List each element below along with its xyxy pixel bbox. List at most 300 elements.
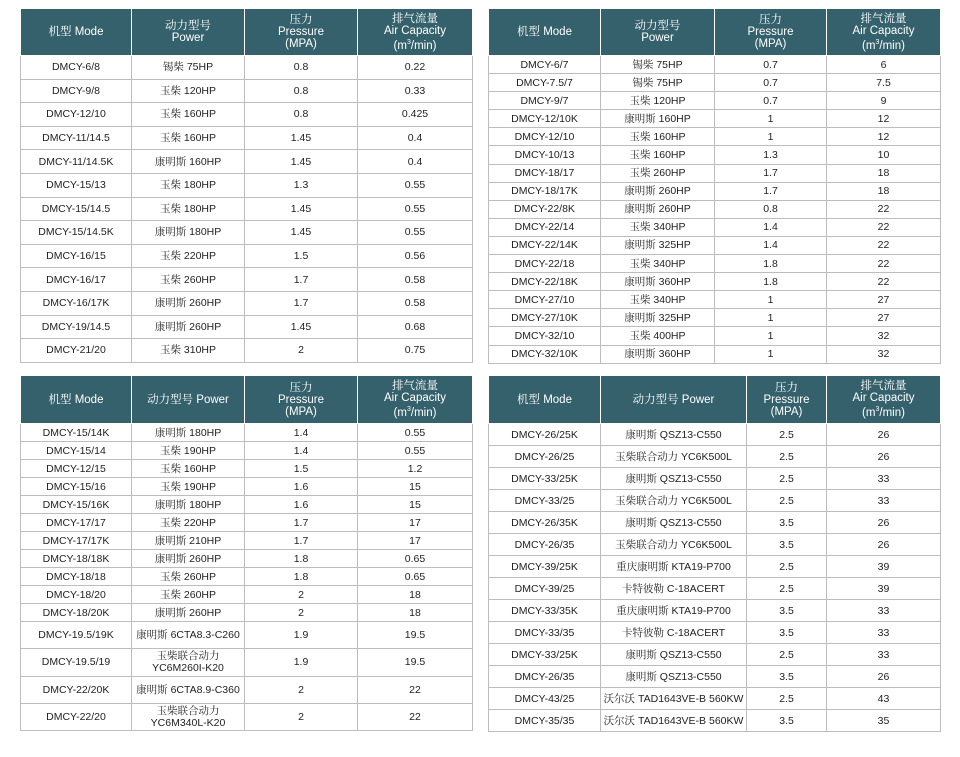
- cell-power: 康明斯 160HP: [601, 110, 715, 128]
- cell-model: DMCY-26/25: [489, 446, 601, 468]
- cell-pressure: 2.5: [747, 644, 827, 666]
- cell-model: DMCY-33/35K: [489, 600, 601, 622]
- cell-power: 玉柴联合动力 YC6K500L: [601, 490, 747, 512]
- cell-power: 玉柴 260HP: [601, 164, 715, 182]
- cell-pressure: 1: [715, 309, 827, 327]
- cell-pressure: 1.4: [715, 218, 827, 236]
- table-row: [489, 128, 941, 146]
- cell-model: DMCY-9/7: [489, 92, 601, 110]
- cell-model: DMCY-22/18K: [489, 273, 601, 291]
- cell-capacity: 0.425: [358, 103, 473, 127]
- cell-pressure: 3.5: [747, 710, 827, 732]
- cell-pressure: 1.7: [715, 164, 827, 182]
- cell-power: 康明斯 QSZ13-C550: [601, 644, 747, 666]
- cell-model: DMCY-16/15: [21, 244, 132, 268]
- table-row: [489, 446, 941, 468]
- cell-pressure: 0.8: [245, 79, 358, 103]
- cell-pressure: 1.45: [245, 126, 358, 150]
- cell-model: DMCY-18/17: [489, 164, 601, 182]
- table-row: [489, 146, 941, 164]
- cell-model: DMCY-26/25K: [489, 424, 601, 446]
- cell-capacity: 22: [827, 200, 941, 218]
- cell-capacity: 18: [827, 164, 941, 182]
- cell-pressure: 1.9: [245, 649, 358, 677]
- cell-power: 玉柴 160HP: [132, 103, 245, 127]
- cell-model: DMCY-10/13: [489, 146, 601, 164]
- cell-pressure: 2.5: [747, 688, 827, 710]
- cell-model: DMCY-17/17K: [21, 532, 132, 550]
- cell-power: 玉柴 260HP: [132, 586, 245, 604]
- cell-power: 康明斯 180HP: [132, 221, 245, 245]
- table-row: [21, 703, 473, 731]
- cell-power: 玉柴 220HP: [132, 244, 245, 268]
- table-row: [21, 586, 473, 604]
- cell-pressure: 3.5: [747, 534, 827, 556]
- table-row: [489, 512, 941, 534]
- cell-power: 康明斯 QSZ13-C550: [601, 468, 747, 490]
- cell-capacity: 0.65: [358, 550, 473, 568]
- cell-model: DMCY-15/13: [21, 173, 132, 197]
- cell-capacity: 0.55: [358, 424, 473, 442]
- cell-power: 玉柴 120HP: [601, 92, 715, 110]
- table-row: [489, 424, 941, 446]
- cell-power: 康明斯 6CTA8.3-C260: [132, 622, 245, 649]
- cell-power: 玉柴 340HP: [601, 218, 715, 236]
- cell-capacity: 39: [827, 578, 941, 600]
- cell-pressure: 1: [715, 291, 827, 309]
- cell-power: 玉柴 160HP: [601, 146, 715, 164]
- cell-model: DMCY-15/16: [21, 478, 132, 496]
- cell-capacity: 33: [827, 468, 941, 490]
- cell-model: DMCY-18/20: [21, 586, 132, 604]
- table-row: [21, 150, 473, 174]
- spec-table-1: [20, 8, 473, 363]
- table-row: [489, 74, 941, 92]
- cell-power: 卡特彼勒 C-18ACERT: [601, 622, 747, 644]
- cell-model: DMCY-21/20: [21, 339, 132, 363]
- cell-pressure: 1.7: [715, 182, 827, 200]
- cell-power: 玉柴 180HP: [132, 197, 245, 221]
- cell-model: DMCY-12/10: [489, 128, 601, 146]
- cell-power: 玉柴 190HP: [132, 478, 245, 496]
- cell-power: 玉柴联合动力 YC6M260I-K20: [132, 649, 245, 677]
- cell-model: DMCY-12/10K: [489, 110, 601, 128]
- cell-power: 康明斯 260HP: [132, 315, 245, 339]
- cell-power: 康明斯 260HP: [132, 604, 245, 622]
- cell-model: DMCY-32/10: [489, 327, 601, 345]
- table-row: [489, 468, 941, 490]
- cell-pressure: 2: [245, 703, 358, 731]
- table-row: [489, 327, 941, 345]
- cell-power: 玉柴 190HP: [132, 442, 245, 460]
- cell-capacity: 7.5: [827, 74, 941, 92]
- cell-capacity: 0.4: [358, 126, 473, 150]
- header-capacity: 排气流量 Air Capacity $(m^3/\min)$: [827, 376, 941, 424]
- cell-power: 康明斯 325HP: [601, 236, 715, 254]
- cell-power: 康明斯 360HP: [601, 273, 715, 291]
- header-pressure: 压力 Pressure (MPA): [747, 376, 827, 424]
- cell-pressure: 2.5: [747, 424, 827, 446]
- cell-power: 重庆康明斯 KTA19-P700: [601, 600, 747, 622]
- cell-pressure: 1.9: [245, 622, 358, 649]
- table-row: [21, 221, 473, 245]
- cell-capacity: 15: [358, 478, 473, 496]
- cell-model: DMCY-19.5/19: [21, 649, 132, 677]
- cell-capacity: 22: [827, 218, 941, 236]
- cell-model: DMCY-18/18K: [21, 550, 132, 568]
- cell-power: 锡柴 75HP: [601, 56, 715, 74]
- cell-power: 康明斯 QSZ13-C550: [601, 512, 747, 534]
- cell-power: 玉柴 400HP: [601, 327, 715, 345]
- table-row: [21, 622, 473, 649]
- cell-model: DMCY-17/17: [21, 514, 132, 532]
- cell-model: DMCY-15/14.5: [21, 197, 132, 221]
- table-row: [21, 532, 473, 550]
- cell-power: 玉柴 160HP: [132, 460, 245, 478]
- cell-capacity: 15: [358, 496, 473, 514]
- cell-model: DMCY-26/35K: [489, 512, 601, 534]
- cell-model: DMCY-6/7: [489, 56, 601, 74]
- table-row: [489, 200, 941, 218]
- cell-model: DMCY-19/14.5: [21, 315, 132, 339]
- header-capacity: 排气流量 Air Capacity $(m^3/\min)$: [827, 9, 941, 56]
- cell-capacity: 26: [827, 534, 941, 556]
- cell-model: DMCY-43/25: [489, 688, 601, 710]
- cell-power: 沃尔沃 TAD1643VE-B 560KW: [601, 688, 747, 710]
- cell-model: DMCY-39/25: [489, 578, 601, 600]
- cell-capacity: 33: [827, 600, 941, 622]
- header-power: 动力型号 Power: [601, 9, 715, 56]
- cell-pressure: 1.8: [715, 273, 827, 291]
- cell-pressure: 1.45: [245, 221, 358, 245]
- cell-model: DMCY-12/15: [21, 460, 132, 478]
- table-body: [21, 424, 473, 731]
- table-row: [21, 604, 473, 622]
- cell-capacity: 0.22: [358, 56, 473, 80]
- cell-capacity: 0.4: [358, 150, 473, 174]
- cell-pressure: 1.7: [245, 532, 358, 550]
- table-row: [21, 197, 473, 221]
- cell-capacity: 33: [827, 644, 941, 666]
- header-capacity: 排气流量 Air Capacity $(m^3/\min)$: [358, 9, 473, 56]
- cell-power: 玉柴 160HP: [601, 128, 715, 146]
- cell-model: DMCY-35/35: [489, 710, 601, 732]
- table-row: [21, 244, 473, 268]
- table-row: [21, 103, 473, 127]
- cell-model: DMCY-22/20: [21, 703, 132, 731]
- table-body: [21, 56, 473, 363]
- header-capacity: 排气流量 Air Capacity $(m^3/\min)$: [358, 376, 473, 424]
- cell-power: 玉柴 220HP: [132, 514, 245, 532]
- table-row: [21, 173, 473, 197]
- cell-power: 重庆康明斯 KTA19-P700: [601, 556, 747, 578]
- cell-model: DMCY-18/20K: [21, 604, 132, 622]
- spec-table-2: [488, 8, 941, 364]
- cell-pressure: 1: [715, 345, 827, 363]
- cell-capacity: 10: [827, 146, 941, 164]
- cell-pressure: 1.45: [245, 197, 358, 221]
- cell-model: DMCY-15/14K: [21, 424, 132, 442]
- cell-model: DMCY-6/8: [21, 56, 132, 80]
- cell-power: 玉柴联合动力 YC6M340L-K20: [132, 703, 245, 731]
- cell-model: DMCY-9/8: [21, 79, 132, 103]
- cell-capacity: 22: [358, 676, 473, 703]
- cell-power: 玉柴 340HP: [601, 291, 715, 309]
- cell-model: DMCY-27/10K: [489, 309, 601, 327]
- cell-pressure: 2.5: [747, 468, 827, 490]
- table-row: [489, 688, 941, 710]
- header-model: 机型 Mode: [489, 9, 601, 56]
- table-row: [489, 255, 941, 273]
- table-row: [489, 556, 941, 578]
- header-pressure: 压力 Pressure (MPA): [245, 376, 358, 424]
- cell-model: DMCY-33/25: [489, 490, 601, 512]
- cell-capacity: 17: [358, 514, 473, 532]
- cell-model: DMCY-33/25K: [489, 468, 601, 490]
- table-row: [21, 649, 473, 677]
- cell-power: 康明斯 6CTA8.9-C360: [132, 676, 245, 703]
- cell-capacity: 17: [358, 532, 473, 550]
- cell-power: 康明斯 QSZ13-C550: [601, 424, 747, 446]
- cell-pressure: 1.8: [245, 568, 358, 586]
- cell-power: 锡柴 75HP: [601, 74, 715, 92]
- cell-model: DMCY-26/35: [489, 666, 601, 688]
- header-model: 机型 Mode: [489, 376, 601, 424]
- cell-model: DMCY-33/25K: [489, 644, 601, 666]
- cell-capacity: 1.2: [358, 460, 473, 478]
- table-row: [21, 268, 473, 292]
- cell-pressure: 2: [245, 339, 358, 363]
- table-row: [21, 291, 473, 315]
- cell-power: 玉柴 260HP: [132, 268, 245, 292]
- cell-capacity: 0.75: [358, 339, 473, 363]
- cell-model: DMCY-22/14: [489, 218, 601, 236]
- table-row: [21, 568, 473, 586]
- cell-power: 康明斯 260HP: [132, 291, 245, 315]
- cell-capacity: 18: [358, 604, 473, 622]
- cell-pressure: 1.6: [245, 478, 358, 496]
- cell-capacity: 0.55: [358, 173, 473, 197]
- cell-power: 玉柴联合动力 YC6K500L: [601, 446, 747, 468]
- cell-pressure: 1.8: [245, 550, 358, 568]
- cell-power: 康明斯 360HP: [601, 345, 715, 363]
- table-body: [489, 56, 941, 364]
- cell-capacity: 0.56: [358, 244, 473, 268]
- cell-pressure: 2.5: [747, 556, 827, 578]
- table-row: [21, 514, 473, 532]
- header-model: 机型 Mode: [21, 376, 132, 424]
- cell-model: DMCY-39/25K: [489, 556, 601, 578]
- cell-model: DMCY-19.5/19K: [21, 622, 132, 649]
- cell-capacity: 22: [827, 255, 941, 273]
- cell-power: 卡特彼勒 C-18ACERT: [601, 578, 747, 600]
- header-power: 动力型号 Power: [601, 376, 747, 424]
- cell-pressure: 1: [715, 128, 827, 146]
- cell-pressure: 1.7: [245, 268, 358, 292]
- table-row: [489, 534, 941, 556]
- header-model: 机型 Mode: [21, 9, 132, 56]
- table-row: [489, 92, 941, 110]
- cell-model: DMCY-26/35: [489, 534, 601, 556]
- cell-pressure: 1.3: [245, 173, 358, 197]
- cell-power: 玉柴 160HP: [132, 126, 245, 150]
- spec-table-4: [488, 375, 941, 732]
- cell-capacity: 18: [827, 182, 941, 200]
- cell-capacity: 33: [827, 622, 941, 644]
- cell-power: 康明斯 180HP: [132, 496, 245, 514]
- cell-model: DMCY-16/17: [21, 268, 132, 292]
- table-row: [489, 110, 941, 128]
- cell-pressure: 1.7: [245, 291, 358, 315]
- cell-model: DMCY-18/18: [21, 568, 132, 586]
- cell-capacity: 0.55: [358, 197, 473, 221]
- cell-pressure: 1.6: [245, 496, 358, 514]
- cell-pressure: 0.7: [715, 56, 827, 74]
- spec-table-3: [20, 375, 473, 731]
- cell-pressure: 2: [245, 604, 358, 622]
- cell-capacity: 32: [827, 345, 941, 363]
- table-row: [489, 622, 941, 644]
- cell-capacity: 0.55: [358, 442, 473, 460]
- cell-pressure: 1.8: [715, 255, 827, 273]
- table-row: [21, 79, 473, 103]
- cell-model: DMCY-11/14.5: [21, 126, 132, 150]
- cell-capacity: 26: [827, 424, 941, 446]
- table-body: [489, 424, 941, 732]
- table-row: [489, 710, 941, 732]
- cell-pressure: 2.5: [747, 490, 827, 512]
- cell-capacity: 27: [827, 309, 941, 327]
- cell-pressure: 3.5: [747, 666, 827, 688]
- cell-pressure: 1: [715, 327, 827, 345]
- cell-capacity: 0.58: [358, 291, 473, 315]
- cell-model: DMCY-27/10: [489, 291, 601, 309]
- cell-power: 康明斯 210HP: [132, 532, 245, 550]
- cell-pressure: 1.5: [245, 460, 358, 478]
- cell-power: 玉柴 340HP: [601, 255, 715, 273]
- cell-capacity: 19.5: [358, 649, 473, 677]
- table-row: [21, 315, 473, 339]
- cell-power: 沃尔沃 TAD1643VE-B 560KW: [601, 710, 747, 732]
- table-row: [489, 666, 941, 688]
- cell-pressure: 3.5: [747, 622, 827, 644]
- table-row: [489, 273, 941, 291]
- cell-capacity: 0.65: [358, 568, 473, 586]
- cell-capacity: 18: [358, 586, 473, 604]
- cell-power: 玉柴 260HP: [132, 568, 245, 586]
- cell-capacity: 0.58: [358, 268, 473, 292]
- cell-capacity: 22: [827, 236, 941, 254]
- cell-pressure: 1.4: [245, 442, 358, 460]
- table-row: [489, 490, 941, 512]
- cell-model: DMCY-18/17K: [489, 182, 601, 200]
- table-row: [489, 218, 941, 236]
- cell-power: 康明斯 325HP: [601, 309, 715, 327]
- cell-power: 锡柴 75HP: [132, 56, 245, 80]
- cell-capacity: 6: [827, 56, 941, 74]
- cell-pressure: 0.8: [245, 56, 358, 80]
- cell-pressure: 1.3: [715, 146, 827, 164]
- cell-capacity: 0.55: [358, 221, 473, 245]
- table-row: [21, 478, 473, 496]
- cell-capacity: 12: [827, 110, 941, 128]
- table-row: [21, 424, 473, 442]
- cell-model: DMCY-32/10K: [489, 345, 601, 363]
- cell-capacity: 0.33: [358, 79, 473, 103]
- cell-pressure: 1.4: [715, 236, 827, 254]
- table-row: [489, 291, 941, 309]
- cell-power: 康明斯 QSZ13-C550: [601, 666, 747, 688]
- cell-model: DMCY-22/14K: [489, 236, 601, 254]
- header-pressure: 压力 Pressure (MPA): [715, 9, 827, 56]
- cell-pressure: 1.45: [245, 315, 358, 339]
- table-row: [489, 56, 941, 74]
- cell-pressure: 0.8: [245, 103, 358, 127]
- cell-pressure: 2.5: [747, 446, 827, 468]
- cell-model: DMCY-22/20K: [21, 676, 132, 703]
- cell-model: DMCY-7.5/7: [489, 74, 601, 92]
- cell-model: DMCY-11/14.5K: [21, 150, 132, 174]
- cell-pressure: 0.7: [715, 74, 827, 92]
- header-power: 动力型号 Power: [132, 9, 245, 56]
- cell-pressure: 1.7: [245, 514, 358, 532]
- table-row: [21, 460, 473, 478]
- cell-power: 康明斯 180HP: [132, 424, 245, 442]
- cell-capacity: 0.68: [358, 315, 473, 339]
- cell-pressure: 2: [245, 676, 358, 703]
- cell-power: 玉柴 180HP: [132, 173, 245, 197]
- table-row: [21, 126, 473, 150]
- cell-model: DMCY-15/14.5K: [21, 221, 132, 245]
- table-row: [489, 600, 941, 622]
- cell-capacity: 19.5: [358, 622, 473, 649]
- cell-power: 玉柴联合动力 YC6K500L: [601, 534, 747, 556]
- table-row: [489, 309, 941, 327]
- cell-capacity: 26: [827, 666, 941, 688]
- table-row: [21, 56, 473, 80]
- table-row: [21, 550, 473, 568]
- cell-capacity: 22: [358, 703, 473, 731]
- cell-model: DMCY-15/16K: [21, 496, 132, 514]
- cell-model: DMCY-15/14: [21, 442, 132, 460]
- cell-capacity: 35: [827, 710, 941, 732]
- cell-capacity: 32: [827, 327, 941, 345]
- table-row: [489, 644, 941, 666]
- cell-pressure: 1.45: [245, 150, 358, 174]
- cell-power: 康明斯 260HP: [132, 550, 245, 568]
- cell-pressure: 1: [715, 110, 827, 128]
- cell-power: 玉柴 120HP: [132, 79, 245, 103]
- cell-capacity: 39: [827, 556, 941, 578]
- cell-pressure: 2: [245, 586, 358, 604]
- cell-pressure: 3.5: [747, 600, 827, 622]
- table-row: [21, 496, 473, 514]
- cell-model: DMCY-33/35: [489, 622, 601, 644]
- cell-capacity: 12: [827, 128, 941, 146]
- cell-capacity: 27: [827, 291, 941, 309]
- cell-power: 玉柴 310HP: [132, 339, 245, 363]
- cell-pressure: 0.8: [715, 200, 827, 218]
- cell-model: DMCY-12/10: [21, 103, 132, 127]
- cell-model: DMCY-22/8K: [489, 200, 601, 218]
- table-row: [489, 345, 941, 363]
- cell-pressure: 2.5: [747, 578, 827, 600]
- cell-capacity: 26: [827, 512, 941, 534]
- cell-pressure: 3.5: [747, 512, 827, 534]
- table-row: [21, 442, 473, 460]
- header-power: 动力型号 Power: [132, 376, 245, 424]
- table-row: [489, 182, 941, 200]
